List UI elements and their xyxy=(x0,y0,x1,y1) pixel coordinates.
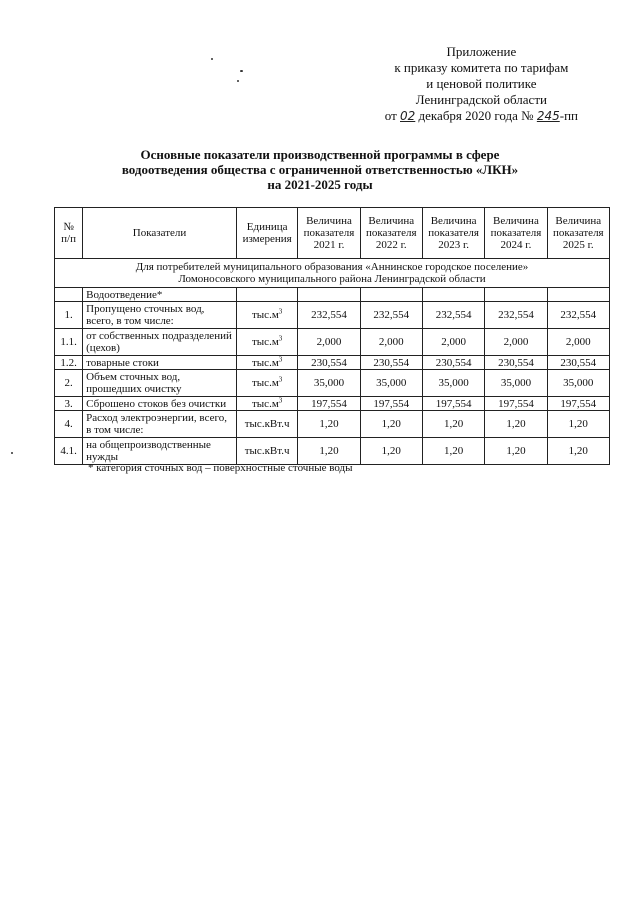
table-row xyxy=(55,411,610,438)
date-middle: декабря 2020 года № xyxy=(418,108,534,123)
row-value: 1,20 xyxy=(298,438,360,465)
document-header xyxy=(385,44,578,124)
row-value: 2,000 xyxy=(298,329,360,356)
unit-text: тыс.м xyxy=(251,309,279,321)
row-number: 4. xyxy=(55,411,83,438)
unit-text: тыс.м xyxy=(251,356,279,369)
row-value: 1,20 xyxy=(360,438,422,465)
row-unit xyxy=(236,356,297,370)
header-2023: Величина показателя 2023 г. xyxy=(422,208,484,259)
title-line3: на 2021-2025 годы xyxy=(267,177,373,192)
row-value: 197,554 xyxy=(547,397,609,411)
unit-text: тыс.м xyxy=(251,397,279,410)
row-number: 1. xyxy=(55,302,83,329)
consumer-group-line2: Ломоносовского муниципального района Ленинградской области xyxy=(178,273,486,285)
scan-speck xyxy=(240,70,243,72)
header-2025: Величина показателя 2025 г. xyxy=(547,208,609,259)
table-row xyxy=(55,397,610,411)
header-line5 xyxy=(385,108,578,124)
row-unit xyxy=(236,302,297,329)
row-indicator: Пропущено сточных вод, всего, в том числе: xyxy=(83,302,237,329)
header-line3: и ценовой политике xyxy=(426,76,537,91)
scan-speck xyxy=(237,80,239,82)
row-unit xyxy=(236,438,297,465)
document-title xyxy=(0,147,640,192)
consumer-group-line1: Для потребителей муниципального образования «Аннинское городское поселение» xyxy=(135,261,529,273)
row-indicator: на общепроизводственные нужды xyxy=(83,438,237,465)
footnote: * категория сточных вод – поверхностные сточные воды xyxy=(88,462,353,474)
row-value: 2,000 xyxy=(360,329,422,356)
row-value: 35,000 xyxy=(422,370,484,397)
row-value: 1,20 xyxy=(547,411,609,438)
section-row xyxy=(55,288,610,302)
row-indicator: Сброшено стоков без очистки xyxy=(83,397,237,411)
unit-superscript: 3 xyxy=(278,375,283,384)
row-unit xyxy=(236,329,297,356)
row-number: 2. xyxy=(55,370,83,397)
header-num: № п/п xyxy=(55,208,83,259)
row-value: 230,554 xyxy=(422,356,484,370)
row-value: 35,000 xyxy=(547,370,609,397)
unit-superscript: 3 xyxy=(278,334,283,343)
scan-speck xyxy=(211,58,213,60)
unit-text: тыс.м xyxy=(251,377,279,389)
table-row xyxy=(55,438,610,465)
scan-speck xyxy=(11,452,13,454)
handwritten-day: 02 xyxy=(400,109,416,123)
title-line1: Основные показатели производственной программы в сфере xyxy=(140,147,500,162)
header-line4: Ленинградской области xyxy=(415,92,547,107)
row-value: 232,554 xyxy=(547,302,609,329)
unit-superscript: 3 xyxy=(278,307,283,316)
unit-superscript: 3 xyxy=(278,395,283,404)
header-2021: Величина показателя 2021 г. xyxy=(298,208,360,259)
row-value: 232,554 xyxy=(298,302,360,329)
header-line1: Приложение xyxy=(446,44,517,59)
unit-superscript: 3 xyxy=(278,354,283,363)
row-number: 4.1. xyxy=(55,438,83,465)
table-row xyxy=(55,329,610,356)
row-value: 232,554 xyxy=(422,302,484,329)
table-row xyxy=(55,356,610,370)
row-value: 2,000 xyxy=(485,329,547,356)
title-line2: водоотведения общества с ограниченной ответственностью «ЛКН» xyxy=(121,162,519,177)
row-indicator: Расход электроэнергии, всего, в том числе: xyxy=(83,411,237,438)
header-indicator: Показатели xyxy=(83,208,237,259)
row-number: 1.2. xyxy=(55,356,83,370)
row-value: 232,554 xyxy=(360,302,422,329)
row-indicator: Объем сточных вод, прошедших очистку xyxy=(83,370,237,397)
row-value: 230,554 xyxy=(298,356,360,370)
row-value: 1,20 xyxy=(360,411,422,438)
row-value: 232,554 xyxy=(485,302,547,329)
row-value: 230,554 xyxy=(547,356,609,370)
consumer-group-row xyxy=(55,259,610,288)
row-value: 2,000 xyxy=(422,329,484,356)
row-indicator: от собственных подразделений (цехов) xyxy=(83,329,237,356)
header-2022: Величина показателя 2022 г. xyxy=(360,208,422,259)
row-value: 35,000 xyxy=(298,370,360,397)
row-value: 1,20 xyxy=(547,438,609,465)
table-row xyxy=(55,302,610,329)
row-value: 1,20 xyxy=(485,438,547,465)
row-number: 1.1. xyxy=(55,329,83,356)
row-value: 230,554 xyxy=(360,356,422,370)
row-indicator: товарные стоки xyxy=(83,356,237,370)
row-value: 1,20 xyxy=(485,411,547,438)
header-2024: Величина показателя 2024 г. xyxy=(485,208,547,259)
row-value: 230,554 xyxy=(485,356,547,370)
row-value: 35,000 xyxy=(360,370,422,397)
section-label: Водоотведение* xyxy=(83,288,237,302)
table-row xyxy=(55,370,610,397)
row-value: 197,554 xyxy=(422,397,484,411)
unit-text: тыс.м xyxy=(251,336,279,348)
header-line2: к приказу комитета по тарифам xyxy=(394,60,569,75)
row-value: 197,554 xyxy=(298,397,360,411)
row-value: 197,554 xyxy=(485,397,547,411)
row-value: 1,20 xyxy=(422,438,484,465)
row-value: 1,20 xyxy=(422,411,484,438)
indicators-table xyxy=(54,207,610,465)
row-value: 2,000 xyxy=(547,329,609,356)
unit-text: тыс.кВт.ч xyxy=(244,418,290,430)
order-suffix: -пп xyxy=(559,108,578,123)
row-unit xyxy=(236,370,297,397)
consumer-group-cell xyxy=(55,259,610,288)
unit-text: тыс.кВт.ч xyxy=(244,445,290,457)
table-header-row xyxy=(55,208,610,259)
row-value: 1,20 xyxy=(298,411,360,438)
row-unit xyxy=(236,397,297,411)
row-value: 197,554 xyxy=(360,397,422,411)
row-unit xyxy=(236,411,297,438)
row-value: 35,000 xyxy=(485,370,547,397)
handwritten-number: 245 xyxy=(536,109,560,123)
row-number: 3. xyxy=(55,397,83,411)
date-prefix: от xyxy=(384,108,397,123)
header-unit: Единица измерения xyxy=(236,208,297,259)
